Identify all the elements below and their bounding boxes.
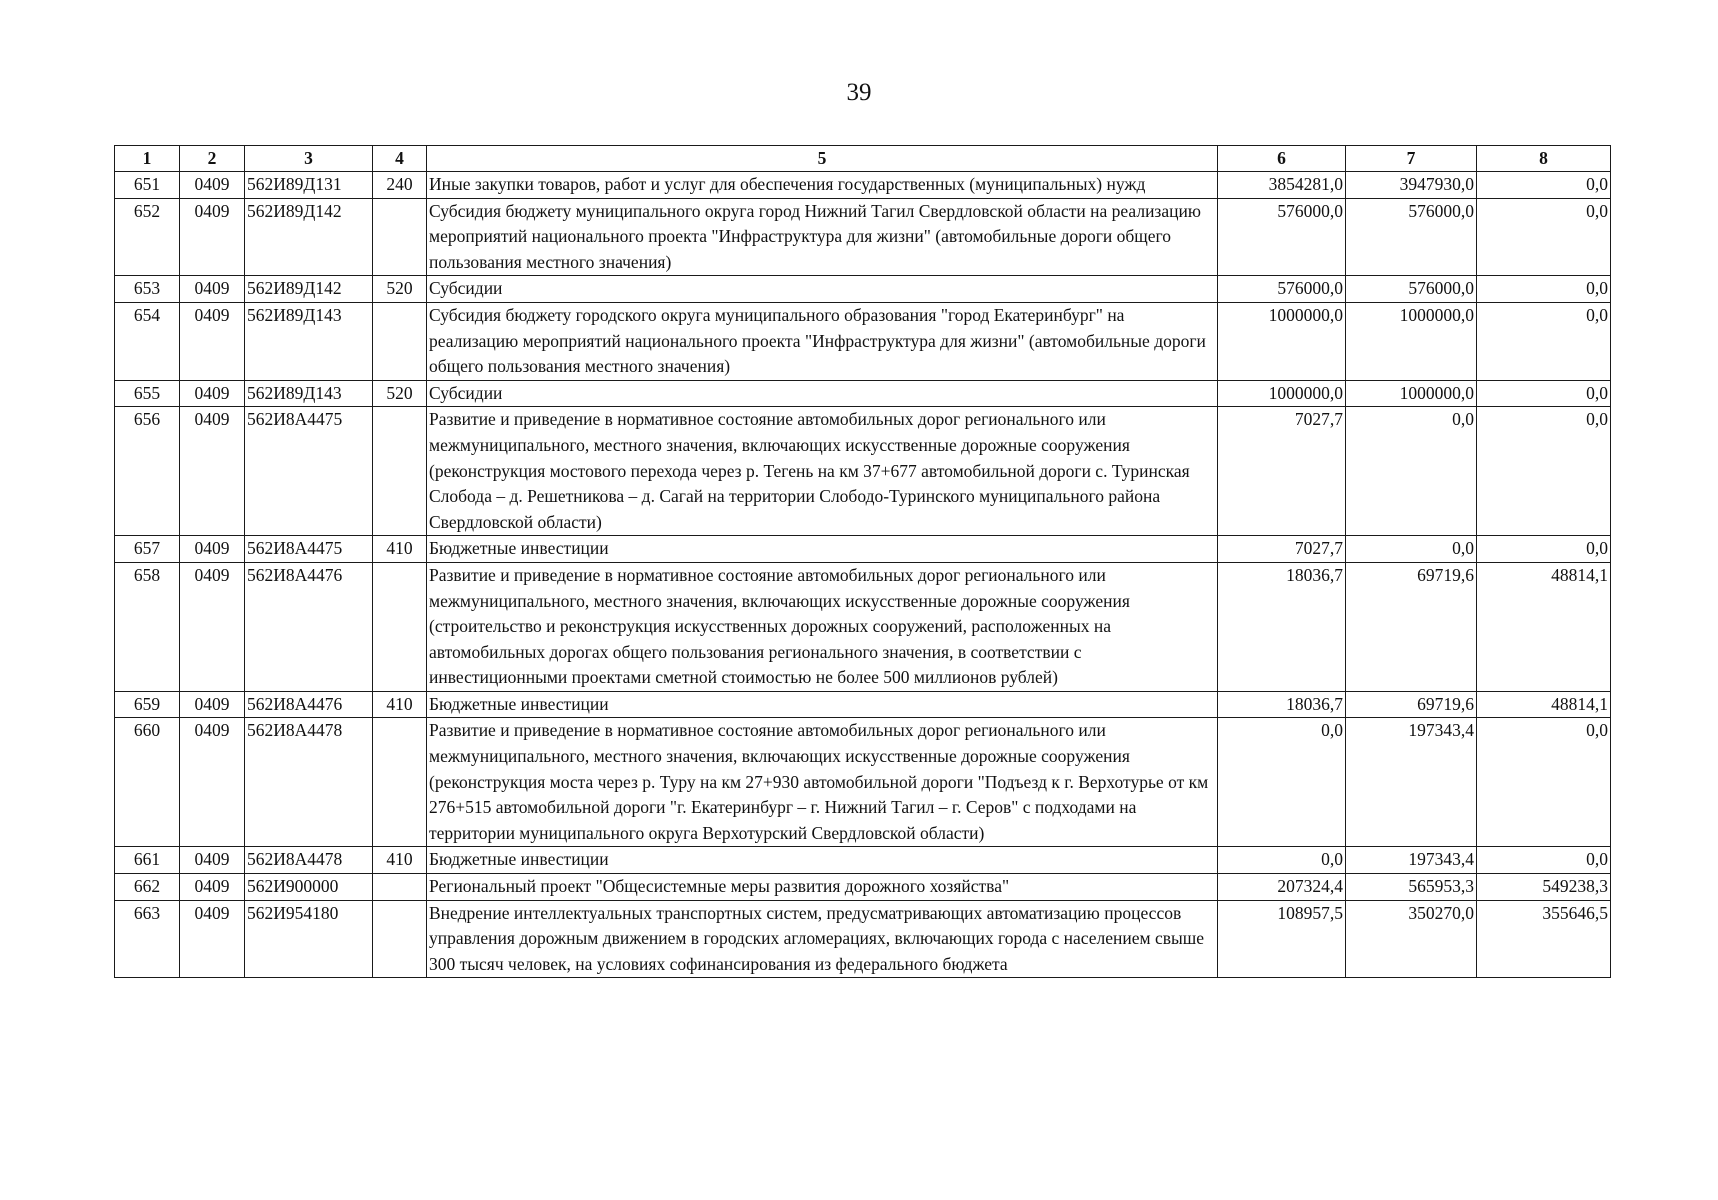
expense-type-code: 410 [373,847,427,874]
expense-type-code [373,407,427,536]
expense-type-code: 520 [373,380,427,407]
budget-table [114,145,1611,978]
row-number: 653 [115,276,180,303]
target-article-code: 562И900000 [245,874,373,901]
row-number: 657 [115,536,180,563]
section-code: 0409 [180,302,245,380]
amount-col-8: 0,0 [1477,198,1611,276]
page-number: 39 [846,79,872,106]
amount-col-8: 0,0 [1477,380,1611,407]
table-row [115,407,1611,536]
target-article-code: 562И954180 [245,900,373,978]
row-number: 663 [115,900,180,978]
amount-col-7: 3947930,0 [1346,172,1477,199]
section-code: 0409 [180,900,245,978]
column-header-7: 7 [1346,146,1477,172]
amount-col-6: 1000000,0 [1218,380,1346,407]
table-row [115,380,1611,407]
target-article-code: 562И89Д143 [245,380,373,407]
section-code: 0409 [180,407,245,536]
column-header-2: 2 [180,146,245,172]
column-header-8: 8 [1477,146,1611,172]
row-number: 654 [115,302,180,380]
amount-col-6: 7027,7 [1218,536,1346,563]
section-code: 0409 [180,874,245,901]
table-row [115,276,1611,303]
target-article-code: 562И89Д142 [245,198,373,276]
amount-col-7: 69719,6 [1346,691,1477,718]
amount-col-7: 565953,3 [1346,874,1477,901]
amount-col-8: 0,0 [1477,407,1611,536]
amount-col-7: 69719,6 [1346,562,1477,691]
table-row [115,847,1611,874]
expense-type-code: 240 [373,172,427,199]
amount-col-8: 355646,5 [1477,900,1611,978]
section-code: 0409 [180,562,245,691]
amount-col-7: 197343,4 [1346,718,1477,847]
item-description: Бюджетные инвестиции [427,691,1218,718]
amount-col-8: 48814,1 [1477,691,1611,718]
target-article-code: 562И8А4475 [245,407,373,536]
section-code: 0409 [180,536,245,563]
table-row [115,874,1611,901]
amount-col-6: 576000,0 [1218,198,1346,276]
amount-col-6: 576000,0 [1218,276,1346,303]
item-description: Бюджетные инвестиции [427,536,1218,563]
column-header-5: 5 [427,146,1218,172]
table-row [115,172,1611,199]
expense-type-code [373,562,427,691]
column-header-6: 6 [1218,146,1346,172]
amount-col-8: 0,0 [1477,847,1611,874]
row-number: 652 [115,198,180,276]
table-row [115,691,1611,718]
amount-col-7: 576000,0 [1346,198,1477,276]
item-description: Субсидии [427,380,1218,407]
table-row [115,198,1611,276]
expense-type-code [373,198,427,276]
table-row [115,302,1611,380]
expense-type-code [373,302,427,380]
row-number: 662 [115,874,180,901]
section-code: 0409 [180,691,245,718]
table-row [115,900,1611,978]
table-header [115,146,1611,172]
row-number: 660 [115,718,180,847]
item-description: Субсидия бюджету муниципального округа город Нижний Тагил Свердловской области на реализацию мероприятий национального проекта "Инфраструктура для жизни" (автомобильные дороги общего пользования местного значения) [427,198,1218,276]
section-code: 0409 [180,276,245,303]
amount-col-8: 0,0 [1477,302,1611,380]
item-description: Бюджетные инвестиции [427,847,1218,874]
section-code: 0409 [180,380,245,407]
item-description: Развитие и приведение в нормативное состояние автомобильных дорог регионального или межмуниципального, местного значения, включающих искусственные дорожные сооружения (реконструкция моста через р. Туру на км 27+930 автомобильной дороги "Подъезд к г. Верхотурье от км 276+515 автомобильной дороги "г. Екатеринбург – г. Нижний Тагил – г. Серов" с подходами на территории муниципального округа Верхотурский Свердловской области) [427,718,1218,847]
amount-col-7: 0,0 [1346,407,1477,536]
amount-col-7: 576000,0 [1346,276,1477,303]
amount-col-7: 197343,4 [1346,847,1477,874]
section-code: 0409 [180,172,245,199]
amount-col-8: 0,0 [1477,536,1611,563]
table-row [115,536,1611,563]
item-description: Развитие и приведение в нормативное состояние автомобильных дорог регионального или межмуниципального, местного значения, включающих искусственные дорожные сооружения (реконструкция мостового перехода через р. Тегень на км 37+677 автомобильной дороги с. Туринская Слобода – д. Решетникова – д. Сагай на территории Слободо-Туринского муниципального района Свердловской области) [427,407,1218,536]
amount-col-8: 0,0 [1477,172,1611,199]
expense-type-code [373,874,427,901]
section-code: 0409 [180,198,245,276]
header-row [115,146,1611,172]
target-article-code: 562И89Д142 [245,276,373,303]
section-code: 0409 [180,847,245,874]
row-number: 651 [115,172,180,199]
amount-col-7: 1000000,0 [1346,302,1477,380]
amount-col-6: 0,0 [1218,718,1346,847]
table-row [115,562,1611,691]
row-number: 659 [115,691,180,718]
item-description: Развитие и приведение в нормативное состояние автомобильных дорог регионального или межмуниципального, местного значения, включающих искусственные дорожные сооружения (строительство и реконструкция искусственных дорожных сооружений, расположенных на автомобильных дорогах общего пользования регионального значения, в соответствии с инвестиционными проектами сметной стоимостью не более 500 миллионов рублей) [427,562,1218,691]
amount-col-6: 1000000,0 [1218,302,1346,380]
amount-col-6: 7027,7 [1218,407,1346,536]
target-article-code: 562И89Д131 [245,172,373,199]
item-description: Субсидия бюджету городского округа муниципального образования "город Екатеринбург" на реализацию мероприятий национального проекта "Инфраструктура для жизни" (автомобильные дороги общего пользования местного значения) [427,302,1218,380]
target-article-code: 562И89Д143 [245,302,373,380]
item-description: Региональный проект "Общесистемные меры развития дорожного хозяйства" [427,874,1218,901]
target-article-code: 562И8А4476 [245,562,373,691]
column-header-4: 4 [373,146,427,172]
amount-col-6: 0,0 [1218,847,1346,874]
amount-col-7: 0,0 [1346,536,1477,563]
expense-type-code [373,900,427,978]
amount-col-8: 549238,3 [1477,874,1611,901]
column-header-1: 1 [115,146,180,172]
item-description: Внедрение интеллектуальных транспортных систем, предусматривающих автоматизацию процессов управления дорожным движением в городских агломерациях, включающих города с населением свыше 300 тысяч человек, на условиях софинансирования из федерального бюджета [427,900,1218,978]
row-number: 658 [115,562,180,691]
amount-col-6: 18036,7 [1218,562,1346,691]
target-article-code: 562И8А4478 [245,718,373,847]
section-code: 0409 [180,718,245,847]
amount-col-6: 108957,5 [1218,900,1346,978]
table-row [115,718,1611,847]
target-article-code: 562И8А4478 [245,847,373,874]
item-description: Иные закупки товаров, работ и услуг для обеспечения государственных (муниципальных) нужд [427,172,1218,199]
amount-col-7: 350270,0 [1346,900,1477,978]
amount-col-8: 0,0 [1477,276,1611,303]
row-number: 655 [115,380,180,407]
row-number: 656 [115,407,180,536]
expense-type-code: 410 [373,536,427,563]
amount-col-6: 207324,4 [1218,874,1346,901]
expense-type-code: 410 [373,691,427,718]
expense-type-code [373,718,427,847]
expense-type-code: 520 [373,276,427,303]
amount-col-6: 3854281,0 [1218,172,1346,199]
item-description: Субсидии [427,276,1218,303]
amount-col-8: 0,0 [1477,718,1611,847]
target-article-code: 562И8А4476 [245,691,373,718]
column-header-3: 3 [245,146,373,172]
amount-col-6: 18036,7 [1218,691,1346,718]
table-body [115,172,1611,978]
row-number: 661 [115,847,180,874]
target-article-code: 562И8А4475 [245,536,373,563]
amount-col-7: 1000000,0 [1346,380,1477,407]
amount-col-8: 48814,1 [1477,562,1611,691]
